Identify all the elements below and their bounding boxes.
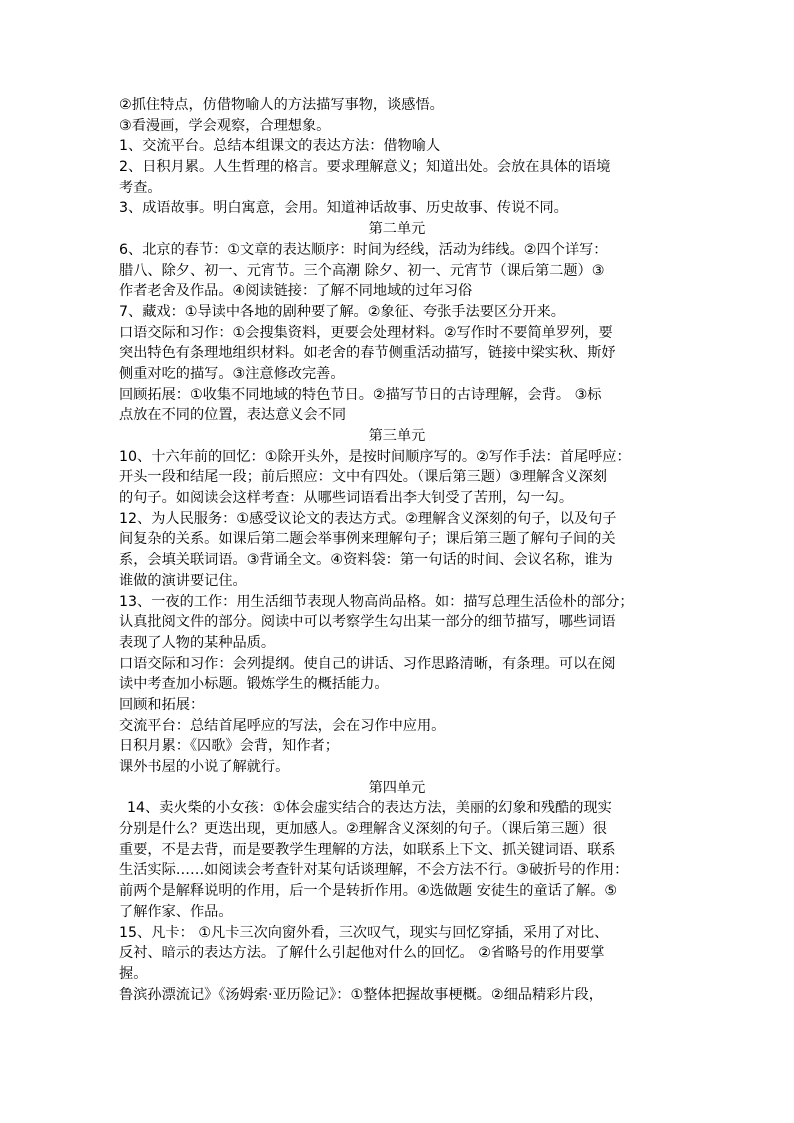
- text-line: 点放在不同的位置，表达意义会不同: [119, 407, 347, 424]
- text-line: 1、交流平台。总结本组课文的表达方法：借物喻人: [119, 138, 441, 155]
- text-line: 15、凡卡： ①凡卡三次向窗外看，三次叹气，现实与回忆穿插，采用了对比、: [119, 924, 609, 941]
- text-line: 13、一夜的工作：用生活细节表现人物高尚品格。如：描写总理生活俭朴的部分；: [119, 593, 634, 610]
- text-line: 谁做的演讲要记住。: [119, 572, 247, 589]
- text-line: 12、为人民服务：①感受议论文的表达方式。②理解含义深刻的句子，以及句子: [119, 510, 617, 527]
- text-line: ③看漫画，学会观察，合理想象。: [119, 117, 331, 134]
- text-line: 口语交际和习作：①会搜集资料，更要会处理材料。②写作时不要简单罗列，要: [119, 324, 613, 341]
- text-line: 鲁滨孙漂流记》《汤姆索·亚历险记》：①整体把握故事梗概。②细品精彩片段，: [119, 986, 603, 1003]
- text-line: 重要，不是去背，而是要教学生理解的方法，如联系上下文、抓关键词语、联系: [119, 841, 616, 858]
- text-line: 口语交际和习作：会列提纲。使自己的讲话、习作思路清晰，有条理。可以在阅: [119, 655, 616, 672]
- text-line: 认真批阅文件的部分。阅读中可以考察学生勾出某一部分的细节描写，哪些词语: [119, 614, 616, 631]
- text-line: 考查。: [119, 179, 162, 196]
- text-line: 回顾和拓展：: [119, 696, 205, 713]
- text-line: 作者老舍及作品。④阅读链接：了解不同地域的过年习俗: [119, 283, 473, 300]
- text-line: 7、藏戏：①导读中各地的剧种要了解。②象征、夸张手法要区分开来。: [119, 303, 565, 320]
- text-line: 交流平台：总结首尾呼应的写法，会在习作中应用。: [119, 717, 446, 734]
- text-line: 前两个是解释说明的作用，后一个是转折作用。④选做题 安徒生的童话了解。⑤: [119, 883, 618, 900]
- text-line: 反衬、暗示的表达方法。了解什么引起他对什么的回忆。 ②省略号的作用要掌: [119, 945, 605, 962]
- text-line: 课外书屋的小说了解就行。: [119, 759, 290, 775]
- text-line: 3、成语故事。明白寓意，会用。知道神话故事、历史故事、传说不同。: [119, 200, 568, 217]
- text-line: 2、日积月累。人生哲理的格言。要求理解意义；知道出处。会放在具体的语境: [119, 159, 611, 176]
- text-line: 分别是什么？更迭出现，更加感人。②理解含义深刻的句子。（课后第三题）很: [119, 821, 607, 838]
- text-line: 的句子。如阅读会这样考查：从哪些词语看出李大钊受了苦刑，勾一勾。: [119, 490, 574, 507]
- text-line: 侧重对吃的描写。③注意修改完善。: [119, 365, 345, 382]
- text-line: 间复杂的关系。如课后第二题会举事例来理解句子；课后第三题了解句子间的关: [119, 531, 616, 548]
- text-line: 开头一段和结尾一段；前后照应：文中有四处。（课后第三题）③理解含义深刻: [119, 469, 607, 486]
- text-line: 握。: [119, 965, 148, 982]
- text-line: 生活实际……如阅读会考查针对某句话谈理解，不会方法不行。③破折号的作用：: [119, 862, 629, 879]
- text-line: 回顾拓展：①收集不同地域的特色节日。②描写节日的古诗理解，会背。 ③标: [119, 386, 602, 403]
- text-line: 表现了人物的某种品质。: [119, 634, 276, 651]
- text-line: 读中考查加小标题。锻炼学生的概括能力。: [119, 676, 389, 693]
- text-line: 6、北京的春节：①文章的表达顺序：时间为经线，活动为纬线。②四个详写：: [119, 241, 608, 258]
- section-heading: 第四单元: [368, 779, 426, 796]
- text-line: 14、卖火柴的小女孩：①体会虚实结合的表达方法，美丽的幻象和残酷的现实: [127, 800, 612, 817]
- text-line: 日积月累：《囚歌》会背，知作者；: [119, 738, 339, 755]
- text-line: 突出特色有条理地组织材料。如老舍的春节侧重活动描写，链接中梁实秋、斯妤: [119, 345, 616, 362]
- text-line: 10、十六年前的回忆：①除开头外，是按时间顺序写的。②写作手法：首尾呼应：: [119, 448, 631, 465]
- text-line: 了解作家、作品。: [119, 903, 233, 920]
- text-line: 腊八、除夕、初一、元宵节。三个高潮 除夕、初一、元宵节（课后第二题）③: [119, 262, 605, 279]
- text-line: ②抓住特点，仿借物喻人的方法描写事物，谈感悟。: [119, 97, 444, 113]
- text-line: 系，会填关联词语。③背诵全文。④资料袋：第一句话的时间、会议名称，谁为: [119, 552, 613, 569]
- section-heading: 第二单元: [368, 221, 426, 238]
- section-heading: 第三单元: [368, 428, 426, 444]
- document-body: [119, 95, 675, 1005]
